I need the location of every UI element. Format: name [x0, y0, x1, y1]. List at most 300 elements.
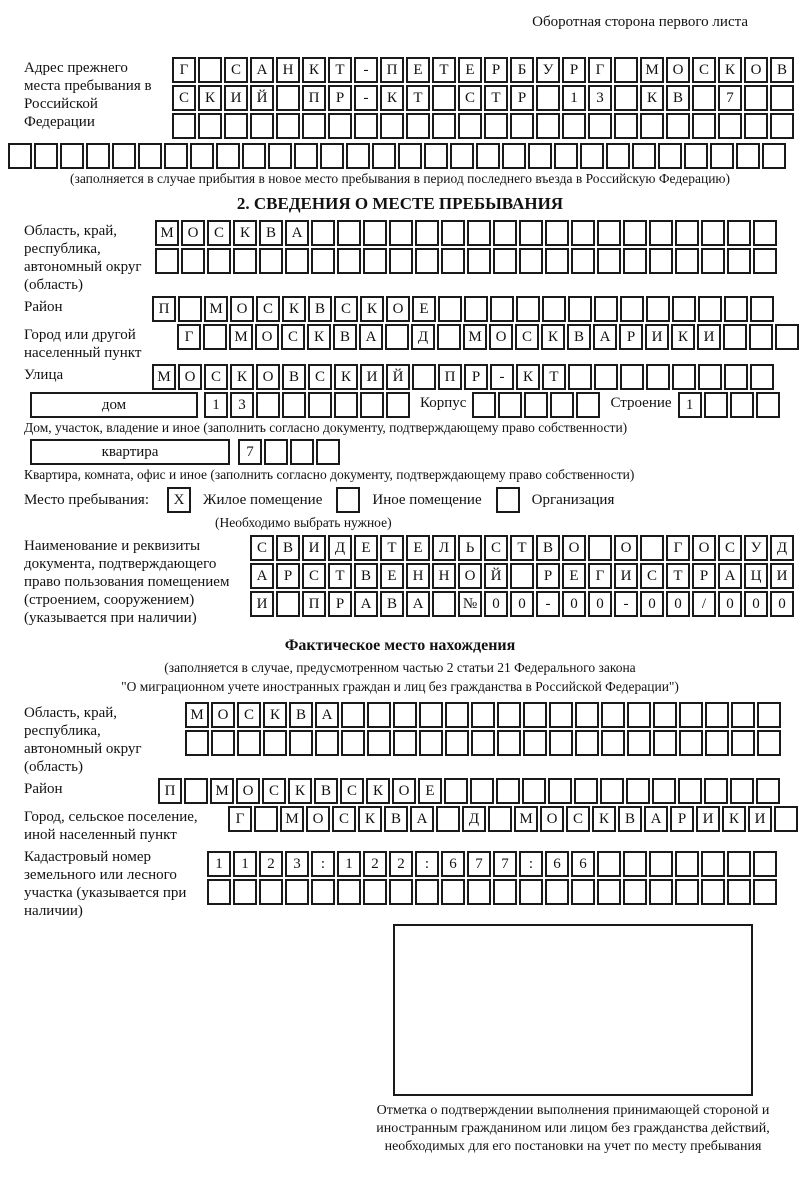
char-cell[interactable] [8, 143, 32, 169]
char-cell[interactable] [441, 879, 465, 905]
char-cell[interactable] [203, 324, 227, 350]
char-cell[interactable]: О [392, 778, 416, 804]
char-cell[interactable] [620, 364, 644, 390]
char-cell[interactable] [441, 220, 465, 246]
char-cell[interactable] [484, 113, 508, 139]
char-cell[interactable] [516, 296, 540, 322]
char-cell[interactable]: 1 [678, 392, 702, 418]
char-cell[interactable]: 6 [441, 851, 465, 877]
char-cell[interactable] [675, 879, 699, 905]
char-cell[interactable]: В [276, 535, 300, 561]
char-cell[interactable]: П [302, 591, 326, 617]
char-cell[interactable] [597, 879, 621, 905]
char-cell[interactable] [545, 248, 569, 274]
char-cell[interactable]: М [280, 806, 304, 832]
char-cell[interactable] [415, 879, 439, 905]
char-cell[interactable] [445, 730, 469, 756]
char-cell[interactable] [736, 143, 760, 169]
char-cell[interactable] [519, 220, 543, 246]
char-cell[interactable]: А [406, 591, 430, 617]
char-cell[interactable]: И [302, 535, 326, 561]
char-cell[interactable] [490, 296, 514, 322]
char-cell[interactable] [614, 57, 638, 83]
char-cell[interactable] [727, 879, 751, 905]
char-cell[interactable] [393, 702, 417, 728]
char-cell[interactable]: С [334, 296, 358, 322]
char-cell[interactable] [727, 851, 751, 877]
char-cell[interactable]: Р [276, 563, 300, 589]
char-cell[interactable]: Ь [458, 535, 482, 561]
char-cell[interactable] [436, 806, 460, 832]
char-cell[interactable] [698, 296, 722, 322]
char-cell[interactable]: С [332, 806, 356, 832]
char-cell[interactable] [523, 702, 547, 728]
char-cell[interactable] [623, 220, 647, 246]
char-cell[interactable] [181, 248, 205, 274]
char-cell[interactable] [497, 730, 521, 756]
char-cell[interactable] [86, 143, 110, 169]
char-cell[interactable] [770, 85, 794, 111]
char-cell[interactable]: Д [770, 535, 794, 561]
char-cell[interactable]: - [354, 85, 378, 111]
char-cell[interactable] [649, 220, 673, 246]
char-cell[interactable] [727, 220, 751, 246]
char-cell[interactable]: А [644, 806, 668, 832]
char-cell[interactable]: 0 [744, 591, 768, 617]
char-cell[interactable] [488, 806, 512, 832]
char-cell[interactable] [60, 143, 84, 169]
char-cell[interactable] [472, 392, 496, 418]
char-cell[interactable]: В [618, 806, 642, 832]
char-cell[interactable] [678, 778, 702, 804]
char-cell[interactable] [649, 248, 673, 274]
char-cell[interactable] [727, 248, 751, 274]
char-cell[interactable]: П [158, 778, 182, 804]
char-cell[interactable]: И [614, 563, 638, 589]
char-cell[interactable]: В [259, 220, 283, 246]
char-cell[interactable] [471, 730, 495, 756]
char-cell[interactable]: 6 [571, 851, 595, 877]
char-cell[interactable] [467, 220, 491, 246]
char-cell[interactable] [250, 113, 274, 139]
char-cell[interactable]: 0 [718, 591, 742, 617]
char-cell[interactable] [744, 113, 768, 139]
char-cell[interactable] [730, 778, 754, 804]
char-cell[interactable] [311, 879, 335, 905]
char-cell[interactable] [548, 778, 572, 804]
char-cell[interactable]: Р [328, 591, 352, 617]
other-premise-checkbox[interactable] [336, 487, 360, 513]
char-cell[interactable] [432, 85, 456, 111]
char-cell[interactable] [601, 730, 625, 756]
char-cell[interactable] [549, 702, 573, 728]
char-cell[interactable] [493, 248, 517, 274]
char-cell[interactable]: О [692, 535, 716, 561]
char-cell[interactable]: И [697, 324, 721, 350]
char-cell[interactable] [441, 248, 465, 274]
char-cell[interactable] [386, 392, 410, 418]
char-cell[interactable] [753, 220, 777, 246]
char-cell[interactable] [614, 85, 638, 111]
char-cell[interactable] [432, 113, 456, 139]
char-cell[interactable] [571, 248, 595, 274]
char-cell[interactable] [649, 879, 673, 905]
char-cell[interactable]: 2 [363, 851, 387, 877]
char-cell[interactable] [646, 296, 670, 322]
char-cell[interactable]: 1 [204, 392, 228, 418]
char-cell[interactable]: 0 [770, 591, 794, 617]
char-cell[interactable]: Ц [744, 563, 768, 589]
char-cell[interactable] [568, 296, 592, 322]
char-cell[interactable] [710, 143, 734, 169]
char-cell[interactable] [184, 778, 208, 804]
char-cell[interactable] [692, 85, 716, 111]
char-cell[interactable] [588, 535, 612, 561]
char-cell[interactable] [276, 85, 300, 111]
char-cell[interactable]: В [567, 324, 591, 350]
char-cell[interactable]: К [263, 702, 287, 728]
char-cell[interactable] [254, 806, 278, 832]
char-cell[interactable]: Д [411, 324, 435, 350]
char-cell[interactable]: С [692, 57, 716, 83]
char-cell[interactable] [753, 851, 777, 877]
char-cell[interactable]: М [210, 778, 234, 804]
char-cell[interactable]: Г [666, 535, 690, 561]
char-cell[interactable] [750, 296, 774, 322]
char-cell[interactable] [522, 778, 546, 804]
char-cell[interactable] [510, 113, 534, 139]
char-cell[interactable] [701, 248, 725, 274]
char-cell[interactable]: У [536, 57, 560, 83]
char-cell[interactable]: С [172, 85, 196, 111]
char-cell[interactable] [698, 364, 722, 390]
char-cell[interactable] [276, 591, 300, 617]
char-cell[interactable]: Р [670, 806, 694, 832]
char-cell[interactable]: И [645, 324, 669, 350]
char-cell[interactable]: С [302, 563, 326, 589]
char-cell[interactable] [675, 220, 699, 246]
char-cell[interactable]: 3 [230, 392, 254, 418]
char-cell[interactable]: К [307, 324, 331, 350]
char-cell[interactable] [285, 879, 309, 905]
char-cell[interactable]: М [514, 806, 538, 832]
char-cell[interactable] [666, 113, 690, 139]
char-cell[interactable] [705, 730, 729, 756]
char-cell[interactable] [164, 143, 188, 169]
char-cell[interactable] [757, 730, 781, 756]
char-cell[interactable]: Г [172, 57, 196, 83]
char-cell[interactable] [601, 702, 625, 728]
char-cell[interactable]: О [458, 563, 482, 589]
char-cell[interactable] [354, 113, 378, 139]
char-cell[interactable] [724, 296, 748, 322]
char-cell[interactable]: В [384, 806, 408, 832]
char-cell[interactable] [380, 113, 404, 139]
char-cell[interactable]: К [282, 296, 306, 322]
char-cell[interactable]: К [592, 806, 616, 832]
char-cell[interactable]: К [516, 364, 540, 390]
char-cell[interactable] [704, 392, 728, 418]
char-cell[interactable]: С [224, 57, 248, 83]
char-cell[interactable]: У [744, 535, 768, 561]
char-cell[interactable] [263, 730, 287, 756]
char-cell[interactable]: А [593, 324, 617, 350]
char-cell[interactable] [155, 248, 179, 274]
char-cell[interactable] [198, 57, 222, 83]
char-cell[interactable]: К [366, 778, 390, 804]
char-cell[interactable]: Л [432, 535, 456, 561]
char-cell[interactable]: Й [250, 85, 274, 111]
char-cell[interactable] [594, 364, 618, 390]
char-cell[interactable] [363, 879, 387, 905]
char-cell[interactable] [597, 220, 621, 246]
char-cell[interactable]: Г [588, 57, 612, 83]
char-cell[interactable] [290, 439, 314, 465]
char-cell[interactable]: Р [484, 57, 508, 83]
char-cell[interactable]: Е [406, 535, 430, 561]
char-cell[interactable] [207, 248, 231, 274]
char-cell[interactable] [652, 778, 676, 804]
char-cell[interactable]: А [285, 220, 309, 246]
char-cell[interactable]: Е [412, 296, 436, 322]
char-cell[interactable] [640, 535, 664, 561]
char-cell[interactable]: О [744, 57, 768, 83]
char-cell[interactable] [341, 730, 365, 756]
char-cell[interactable]: С [204, 364, 228, 390]
char-cell[interactable] [419, 702, 443, 728]
char-cell[interactable]: 7 [493, 851, 517, 877]
char-cell[interactable]: С [250, 535, 274, 561]
char-cell[interactable]: К [380, 85, 404, 111]
char-cell[interactable]: В [308, 296, 332, 322]
char-cell[interactable]: С [262, 778, 286, 804]
char-cell[interactable]: : [415, 851, 439, 877]
char-cell[interactable]: С [340, 778, 364, 804]
char-cell[interactable]: Р [464, 364, 488, 390]
char-cell[interactable]: Н [432, 563, 456, 589]
char-cell[interactable]: М [204, 296, 228, 322]
char-cell[interactable]: А [250, 563, 274, 589]
char-cell[interactable]: 0 [640, 591, 664, 617]
char-cell[interactable] [519, 879, 543, 905]
char-cell[interactable]: Т [328, 57, 352, 83]
char-cell[interactable] [311, 248, 335, 274]
char-cell[interactable]: Р [562, 57, 586, 83]
char-cell[interactable]: М [640, 57, 664, 83]
char-cell[interactable] [367, 730, 391, 756]
char-cell[interactable] [679, 730, 703, 756]
char-cell[interactable] [337, 879, 361, 905]
char-cell[interactable]: С [458, 85, 482, 111]
char-cell[interactable]: И [696, 806, 720, 832]
char-cell[interactable] [493, 220, 517, 246]
char-cell[interactable] [470, 778, 494, 804]
char-cell[interactable]: : [311, 851, 335, 877]
char-cell[interactable]: С [281, 324, 305, 350]
char-cell[interactable] [493, 879, 517, 905]
char-cell[interactable] [437, 324, 461, 350]
char-cell[interactable]: Е [380, 563, 404, 589]
char-cell[interactable]: Т [542, 364, 566, 390]
char-cell[interactable]: Е [418, 778, 442, 804]
char-cell[interactable] [730, 392, 754, 418]
char-cell[interactable]: А [718, 563, 742, 589]
char-cell[interactable]: И [748, 806, 772, 832]
char-cell[interactable]: Н [276, 57, 300, 83]
char-cell[interactable] [576, 392, 600, 418]
char-cell[interactable]: С [484, 535, 508, 561]
char-cell[interactable] [320, 143, 344, 169]
char-cell[interactable] [185, 730, 209, 756]
char-cell[interactable] [385, 324, 409, 350]
char-cell[interactable] [393, 730, 417, 756]
char-cell[interactable] [620, 296, 644, 322]
organization-checkbox[interactable] [496, 487, 520, 513]
char-cell[interactable] [718, 113, 742, 139]
char-cell[interactable]: П [438, 364, 462, 390]
char-cell[interactable]: В [333, 324, 357, 350]
char-cell[interactable] [542, 296, 566, 322]
char-cell[interactable] [649, 851, 673, 877]
char-cell[interactable]: Т [406, 85, 430, 111]
char-cell[interactable]: Е [406, 57, 430, 83]
char-cell[interactable]: Д [328, 535, 352, 561]
char-cell[interactable]: Й [484, 563, 508, 589]
char-cell[interactable] [445, 702, 469, 728]
char-cell[interactable] [756, 778, 780, 804]
char-cell[interactable] [600, 778, 624, 804]
char-cell[interactable] [524, 392, 548, 418]
char-cell[interactable] [528, 143, 552, 169]
char-cell[interactable]: К [541, 324, 565, 350]
char-cell[interactable]: Р [536, 563, 560, 589]
char-cell[interactable] [580, 143, 604, 169]
char-cell[interactable] [549, 730, 573, 756]
char-cell[interactable] [237, 730, 261, 756]
char-cell[interactable]: К [671, 324, 695, 350]
char-cell[interactable] [259, 248, 283, 274]
char-cell[interactable]: П [302, 85, 326, 111]
char-cell[interactable] [138, 143, 162, 169]
char-cell[interactable]: М [152, 364, 176, 390]
char-cell[interactable] [575, 730, 599, 756]
char-cell[interactable]: С [237, 702, 261, 728]
char-cell[interactable]: В [354, 563, 378, 589]
char-cell[interactable] [496, 778, 520, 804]
char-cell[interactable]: О [255, 324, 279, 350]
char-cell[interactable]: К [334, 364, 358, 390]
char-cell[interactable] [412, 364, 436, 390]
char-cell[interactable] [684, 143, 708, 169]
char-cell[interactable] [574, 778, 598, 804]
char-cell[interactable]: В [536, 535, 560, 561]
char-cell[interactable] [626, 778, 650, 804]
char-cell[interactable] [502, 143, 526, 169]
char-cell[interactable] [704, 778, 728, 804]
char-cell[interactable] [216, 143, 240, 169]
char-cell[interactable]: А [354, 591, 378, 617]
char-cell[interactable] [276, 113, 300, 139]
char-cell[interactable] [701, 851, 725, 877]
char-cell[interactable] [554, 143, 578, 169]
char-cell[interactable]: Т [666, 563, 690, 589]
char-cell[interactable]: Р [328, 85, 352, 111]
char-cell[interactable]: - [490, 364, 514, 390]
char-cell[interactable]: В [770, 57, 794, 83]
char-cell[interactable] [233, 879, 257, 905]
char-cell[interactable]: А [250, 57, 274, 83]
char-cell[interactable] [458, 113, 482, 139]
char-cell[interactable]: О [562, 535, 586, 561]
char-cell[interactable]: В [282, 364, 306, 390]
char-cell[interactable] [762, 143, 786, 169]
char-cell[interactable] [523, 730, 547, 756]
char-cell[interactable] [675, 851, 699, 877]
char-cell[interactable] [571, 879, 595, 905]
char-cell[interactable] [308, 392, 332, 418]
char-cell[interactable]: С [256, 296, 280, 322]
char-cell[interactable]: 3 [588, 85, 612, 111]
char-cell[interactable] [658, 143, 682, 169]
char-cell[interactable]: 2 [389, 851, 413, 877]
char-cell[interactable] [285, 248, 309, 274]
char-cell[interactable]: К [302, 57, 326, 83]
char-cell[interactable] [233, 248, 257, 274]
char-cell[interactable]: Т [380, 535, 404, 561]
char-cell[interactable]: 0 [666, 591, 690, 617]
char-cell[interactable] [476, 143, 500, 169]
char-cell[interactable]: В [380, 591, 404, 617]
char-cell[interactable] [497, 702, 521, 728]
char-cell[interactable] [775, 324, 799, 350]
char-cell[interactable] [367, 702, 391, 728]
char-cell[interactable] [450, 143, 474, 169]
char-cell[interactable]: С [566, 806, 590, 832]
char-cell[interactable]: К [230, 364, 254, 390]
char-cell[interactable] [623, 851, 647, 877]
char-cell[interactable] [623, 879, 647, 905]
char-cell[interactable] [256, 392, 280, 418]
char-cell[interactable]: О [178, 364, 202, 390]
char-cell[interactable] [536, 113, 560, 139]
char-cell[interactable] [545, 879, 569, 905]
char-cell[interactable]: / [692, 591, 716, 617]
char-cell[interactable] [389, 248, 413, 274]
char-cell[interactable]: К [360, 296, 384, 322]
char-cell[interactable]: 0 [484, 591, 508, 617]
char-cell[interactable]: 1 [233, 851, 257, 877]
char-cell[interactable] [211, 730, 235, 756]
char-cell[interactable]: К [198, 85, 222, 111]
char-cell[interactable]: К [722, 806, 746, 832]
char-cell[interactable] [701, 220, 725, 246]
char-cell[interactable]: Т [510, 535, 534, 561]
char-cell[interactable]: О [256, 364, 280, 390]
char-cell[interactable] [692, 113, 716, 139]
char-cell[interactable] [675, 248, 699, 274]
char-cell[interactable] [112, 143, 136, 169]
char-cell[interactable]: А [359, 324, 383, 350]
char-cell[interactable] [701, 879, 725, 905]
confirmation-mark-box[interactable] [393, 924, 753, 1096]
char-cell[interactable] [770, 113, 794, 139]
char-cell[interactable] [302, 113, 326, 139]
char-cell[interactable]: 7 [718, 85, 742, 111]
char-cell[interactable] [519, 248, 543, 274]
char-cell[interactable] [653, 702, 677, 728]
char-cell[interactable] [311, 220, 335, 246]
char-cell[interactable]: Т [432, 57, 456, 83]
